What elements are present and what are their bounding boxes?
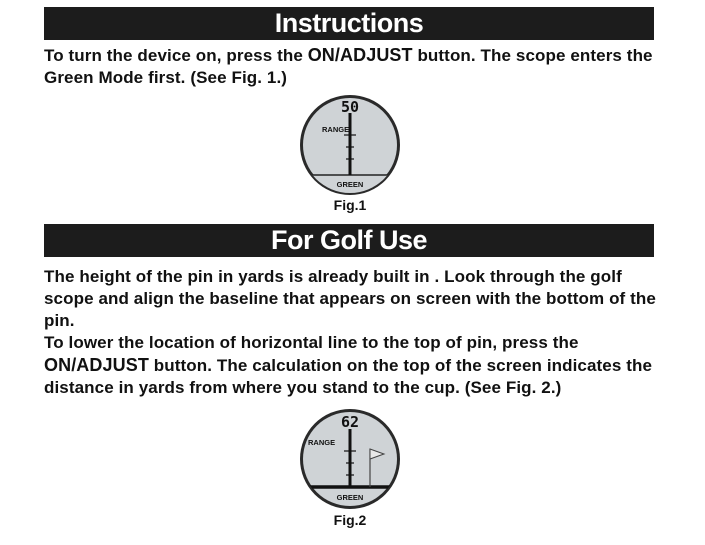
golf-use-text-a: To lower the location of horizontal line to the top of pin, press the xyxy=(44,333,579,352)
green-mode-label: GREEN xyxy=(336,493,364,502)
distance-readout: 50 xyxy=(340,98,360,116)
figure-1-caption: Fig.1 xyxy=(333,197,367,213)
instructions-heading: Instructions xyxy=(44,7,654,40)
power-on-instructions xyxy=(44,44,664,89)
instructions-text-b: button. The scope enters the Green Mode first. (See Fig. 1.) xyxy=(44,46,653,87)
scope-figure-green-mode xyxy=(298,93,402,197)
scope-figure-pin xyxy=(298,407,402,511)
golf-use-instructions xyxy=(44,266,664,399)
golf-use-heading: For Golf Use xyxy=(44,224,654,257)
on-adjust-keyword: ON/ADJUST xyxy=(307,45,413,65)
range-label: RANGE xyxy=(322,125,350,134)
green-mode-label: GREEN xyxy=(336,180,364,189)
instructions-text-a: To turn the device on, press the xyxy=(44,46,308,65)
range-label: RANGE xyxy=(308,438,336,447)
on-adjust-keyword: ON/ADJUST xyxy=(44,355,149,375)
figure-2-caption: Fig.2 xyxy=(333,512,367,528)
golf-use-paragraph-2 xyxy=(44,332,664,399)
golf-use-text-b: button. The calculation on the top of the screen indicates the distance in yards from where you stand to the cup. (See Fig. 2.) xyxy=(44,356,653,397)
distance-readout: 62 xyxy=(340,413,360,431)
golf-use-paragraph-1: The height of the pin in yards is already built in . Look through the golf scope and align the baseline that appears on screen with the bottom of the pin. xyxy=(44,267,656,330)
